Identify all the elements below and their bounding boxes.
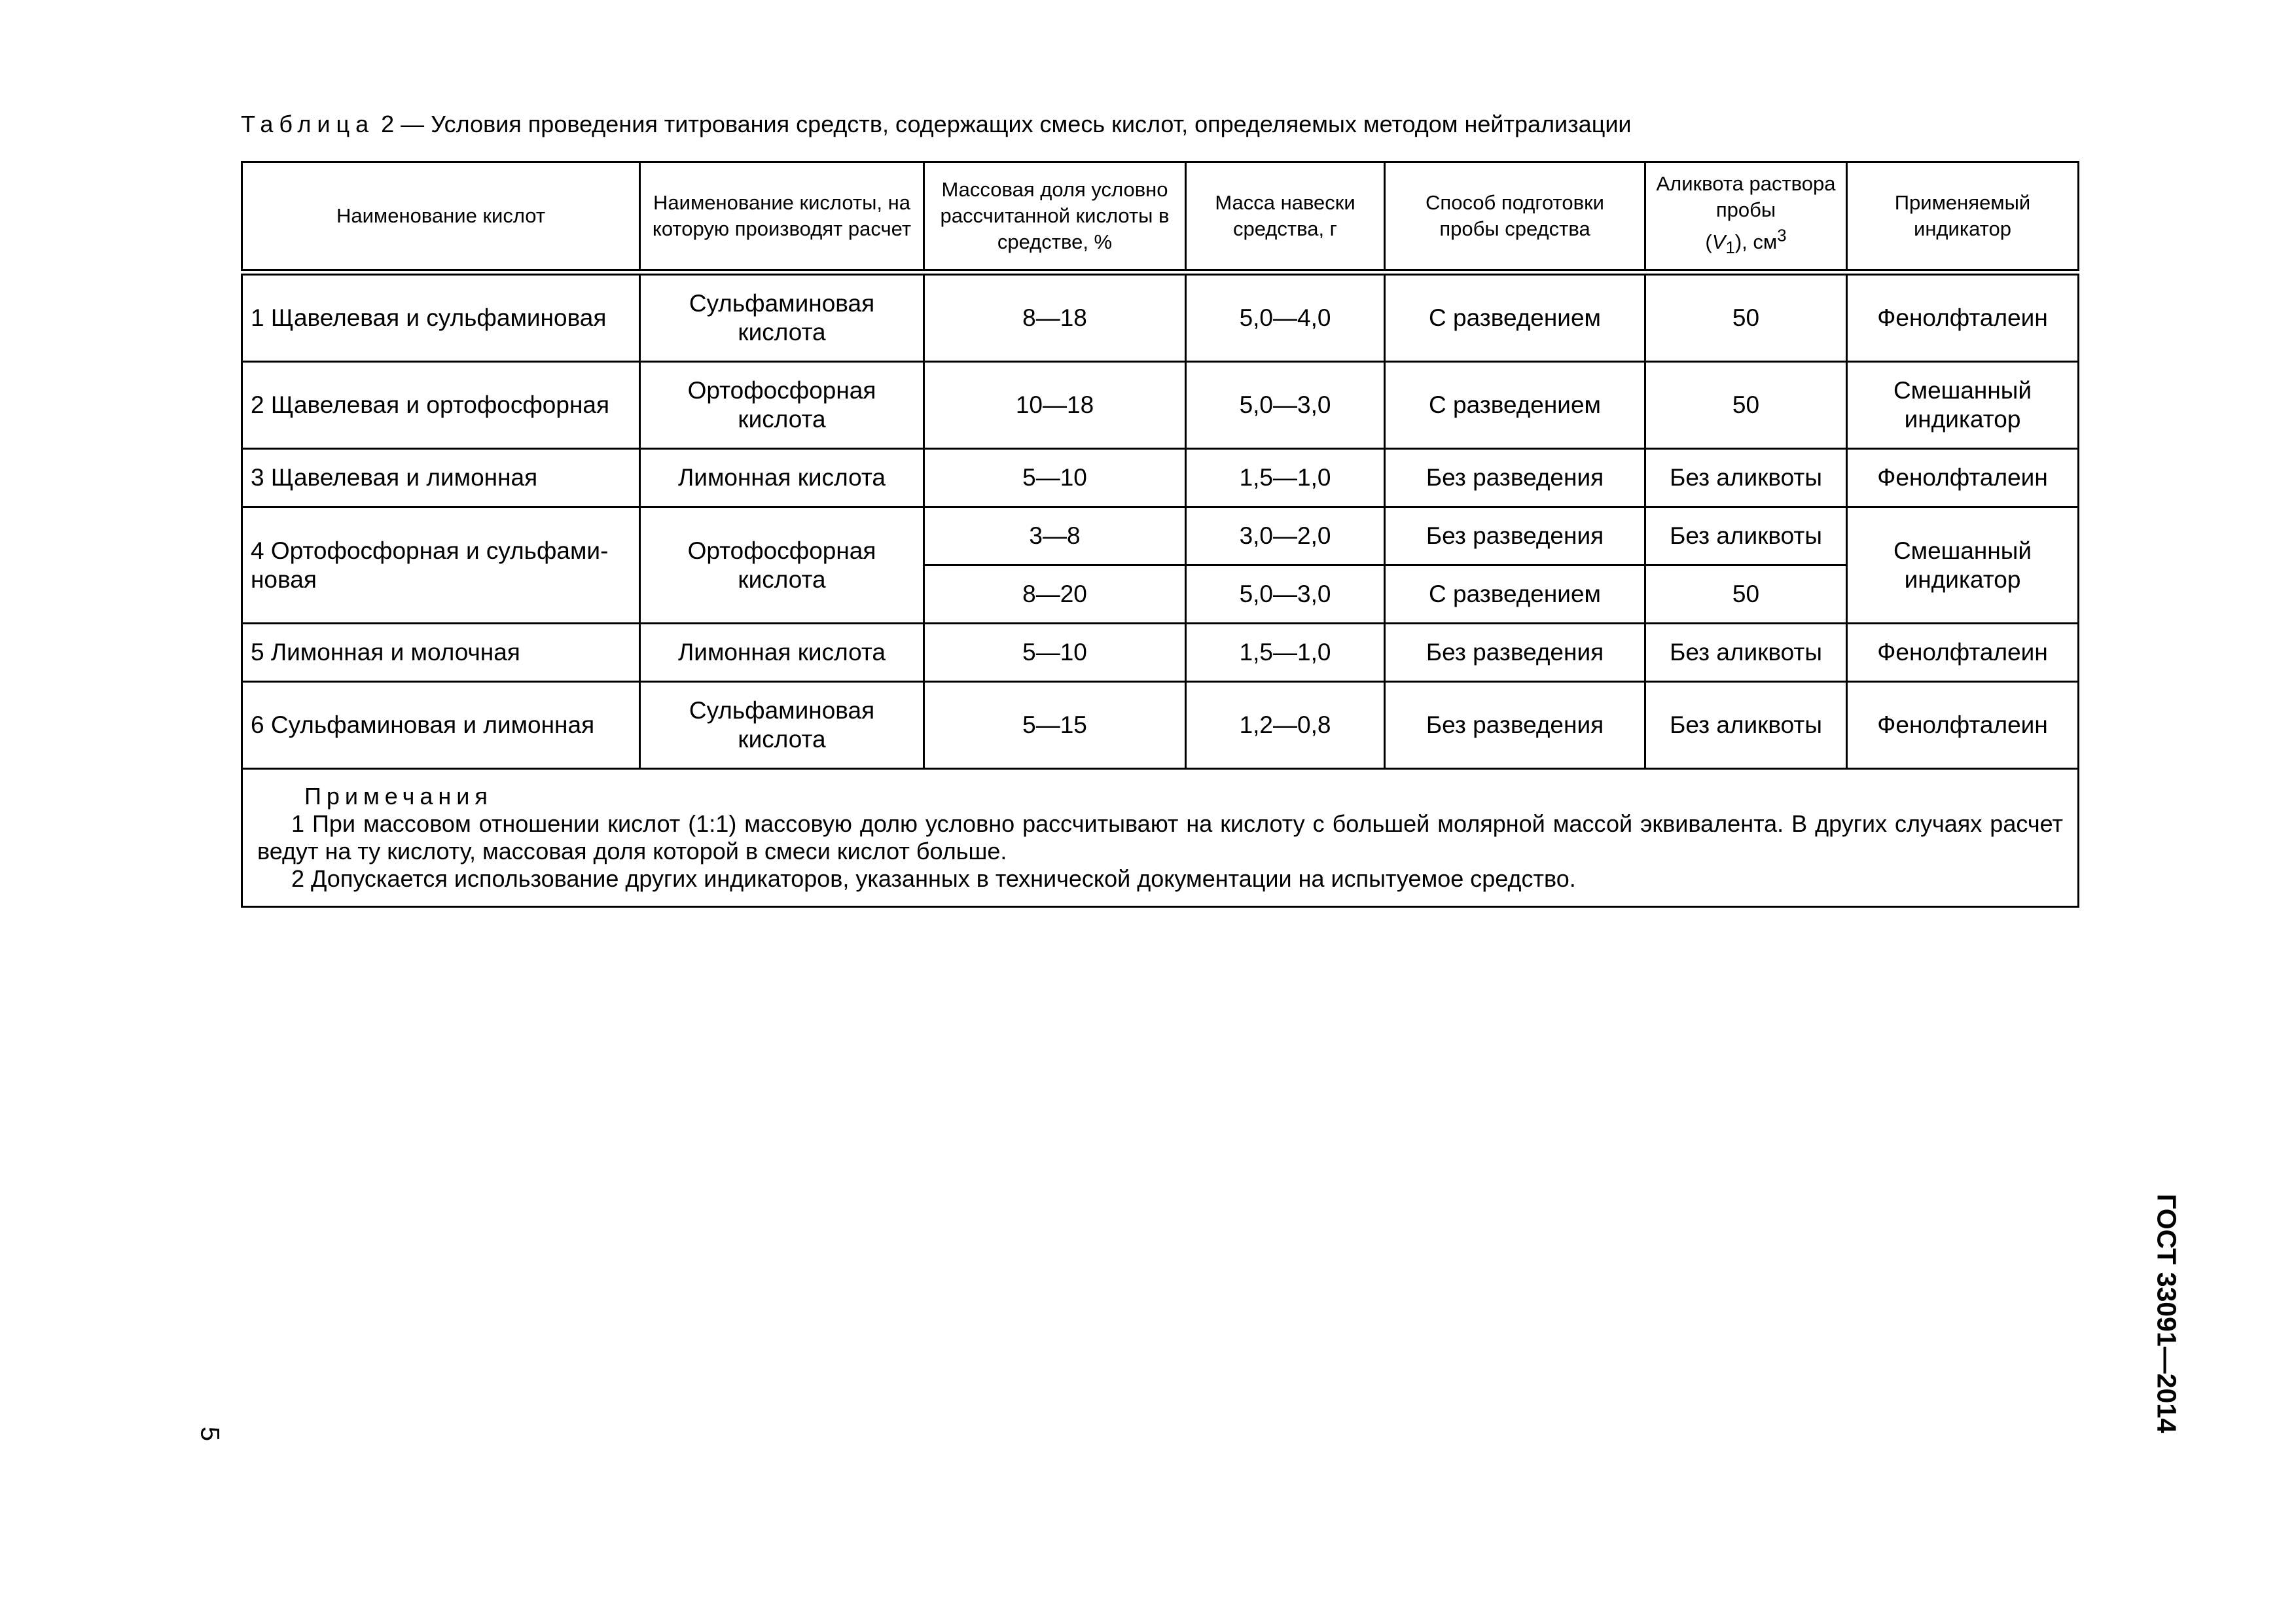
mass-fraction-cell: 3—8 (924, 507, 1186, 565)
caption-label: Таблица (241, 111, 375, 137)
calc-acid-cell: Сульфаминовая кислота (640, 682, 924, 769)
calc-acid-cell: Лимонная кислота (640, 449, 924, 507)
prep-method-cell: Без разведения (1385, 507, 1645, 565)
sample-mass-cell: 5,0—4,0 (1186, 272, 1385, 362)
header-calc-acid: Наименование кислоты, на которую производят расчет (640, 162, 924, 273)
prep-method-cell: С разведением (1385, 272, 1645, 362)
indicator-cell: Фенолфталеин (1847, 272, 2079, 362)
calc-acid-cell: Ортофосфорная кислота (640, 507, 924, 624)
acid-names-cell: 6 Сульфаминовая и лимонная (242, 682, 640, 769)
table-row (242, 272, 2079, 362)
prep-method-cell: Без разведения (1385, 449, 1645, 507)
gost-label-text: ГОСТ 33091—2014 (2151, 1194, 2182, 1433)
notes-row (242, 769, 2079, 907)
header-prep-method: Способ подготовки пробы средства (1385, 162, 1645, 273)
header-sample-mass: Масса навески средства, г (1186, 162, 1385, 273)
prep-method-cell: Без разведения (1385, 624, 1645, 682)
acid-names-cell: 3 Щавелевая и лимонная (242, 449, 640, 507)
table-row (242, 362, 2079, 449)
header-aliquot-text: Аликвота раствора пробы (1656, 171, 1836, 221)
indicator-cell: Смешанный индикатор (1847, 507, 2079, 624)
aliquot-cell: Без аликвоты (1645, 507, 1847, 565)
prep-method-cell: Без разведения (1385, 682, 1645, 769)
indicator-cell: Фенолфталеин (1847, 624, 2079, 682)
aliquot-cell: 50 (1645, 272, 1847, 362)
acid-names-cell: 2 Щавелевая и ортофосфорная (242, 362, 640, 449)
calc-acid-cell: Сульфаминовая кислота (640, 272, 924, 362)
page-number (196, 1419, 223, 1449)
acid-names-cell: 1 Щавелевая и сульфаминовая (242, 272, 640, 362)
sample-mass-cell: 5,0—3,0 (1186, 565, 1385, 624)
indicator-cell: Фенолфталеин (1847, 682, 2079, 769)
sample-mass-cell: 3,0—2,0 (1186, 507, 1385, 565)
titration-table (241, 161, 2079, 908)
table-row (242, 682, 2079, 769)
mass-fraction-cell: 8—18 (924, 272, 1186, 362)
caption-text: 2 — Условия проведения титрования средств, содержащих смесь кислот, определяемых методом нейтрализации (374, 111, 1632, 137)
sample-mass-cell: 1,5—1,0 (1186, 449, 1385, 507)
calc-acid-cell: Ортофосфорная кислота (640, 362, 924, 449)
calc-acid-cell: Лимонная кислота (640, 624, 924, 682)
note-1: 1 При массовом отношении кислот (1:1) массовую долю условно рассчитывают на кислоту с большей молярной массой эквивалента. В других случаях расчет ведут на ту кислоту, массовая доля которой в смеси кислот больше. (257, 810, 2063, 865)
header-indicator: Применяемый индикатор (1847, 162, 2079, 273)
mass-fraction-cell: 10—18 (924, 362, 1186, 449)
header-acid-names: Наименование кислот (242, 162, 640, 273)
page-number-text: 5 (195, 1426, 224, 1442)
indicator-cell: Фенолфталеин (1847, 449, 2079, 507)
acid-names-cell: 4 Ортофосфорная и сульфами-новая (242, 507, 640, 624)
gost-label (2151, 1188, 2182, 1440)
aliquot-cell: 50 (1645, 565, 1847, 624)
mass-fraction-cell: 5—10 (924, 624, 1186, 682)
table-caption (241, 110, 1632, 139)
mass-fraction-cell: 5—10 (924, 449, 1186, 507)
table-row (242, 624, 2079, 682)
aliquot-cell: Без аликвоты (1645, 624, 1847, 682)
indicator-cell: Смешанный индикатор (1847, 362, 2079, 449)
sample-mass-cell: 1,5—1,0 (1186, 624, 1385, 682)
aliquot-cell: 50 (1645, 362, 1847, 449)
aliquot-symbol: $(V_1)$, $см^3$ (1705, 226, 1787, 258)
mass-fraction-cell: 5—15 (924, 682, 1186, 769)
header-mass-fraction: Массовая доля условно рассчитанной кислоты в средстве, % (924, 162, 1186, 273)
header-row (242, 162, 2079, 273)
aliquot-cell: Без аликвоты (1645, 682, 1847, 769)
sample-mass-cell: 1,2—0,8 (1186, 682, 1385, 769)
acid-names-cell: 5 Лимонная и молочная (242, 624, 640, 682)
note-2: 2 Допускается использование других индикаторов, указанных в технической документации на испытуемое средство. (291, 865, 1576, 892)
aliquot-cell: Без аликвоты (1645, 449, 1847, 507)
sample-mass-cell: 5,0—3,0 (1186, 362, 1385, 449)
prep-method-cell: С разведением (1385, 362, 1645, 449)
table-row (242, 507, 2079, 565)
prep-method-cell: С разведением (1385, 565, 1645, 624)
header-aliquot (1645, 162, 1847, 273)
mass-fraction-cell: 8—20 (924, 565, 1186, 624)
notes-title: Примечания (304, 783, 493, 810)
table-row (242, 449, 2079, 507)
notes-cell (242, 769, 2079, 907)
